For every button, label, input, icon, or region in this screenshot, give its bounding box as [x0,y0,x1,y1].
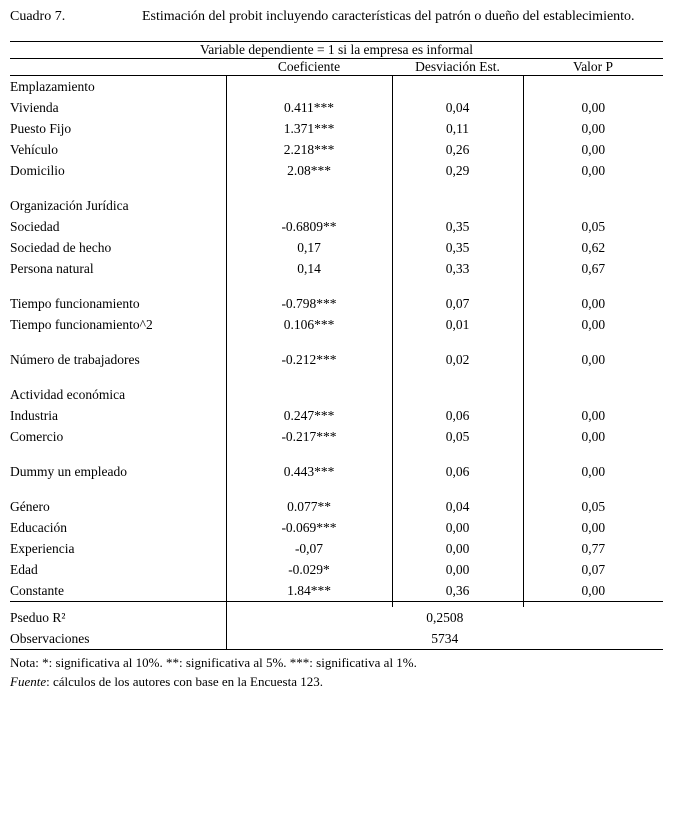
row-coefficient: -0,07 [226,538,392,559]
row-p-value: 0,00 [581,407,606,423]
row-coefficient [226,384,392,405]
row-p-value: 0,07 [581,561,606,577]
row-label: Educación [10,517,226,538]
row-p-value: 0,00 [581,295,606,311]
row-p-value: 0,77 [581,540,606,556]
row-std-error: 0,29 [392,160,523,181]
row-coefficient: 0.106*** [226,314,392,335]
table-stat-row [10,628,663,650]
spacer-cell [10,279,226,293]
row-p-value: 0,00 [581,162,606,178]
row-label: Organización Jurídica [10,195,226,216]
row-label: Dummy un empleado [10,461,226,482]
table-spacer-row [10,335,663,349]
row-p-value: 0,00 [581,141,606,157]
table-notes [10,654,663,692]
row-label: Constante [10,580,226,602]
table-row [10,75,663,97]
table-spacer-row [10,447,663,461]
table-row [10,237,663,258]
row-std-error [392,75,523,97]
spacer-cell [10,181,226,195]
row-label: Vehículo [10,139,226,160]
row-std-error: 0,00 [392,538,523,559]
spacer-cell [226,279,392,293]
table-spacer-row [10,279,663,293]
spacer-cell [392,279,523,293]
spacer-cell [226,447,392,461]
column-header-coeficiente: Coeficiente [226,58,392,75]
row-coefficient: -0.217*** [226,426,392,447]
spacer-cell [10,335,226,349]
stat-label: Observaciones [10,628,226,650]
probit-results-table [10,41,663,650]
table-row [10,580,663,602]
table-spacer-row [10,370,663,384]
row-p-value: 0,62 [581,239,606,255]
row-p-value: 0,00 [581,99,606,115]
row-label: Experiencia [10,538,226,559]
row-std-error: 0,36 [392,580,523,602]
row-coefficient: -0.029* [226,559,392,580]
table-row [10,517,663,538]
table-body [10,75,663,601]
table-column-header-row [10,58,663,75]
bottom-rule-cell [10,649,663,650]
row-std-error: 0,11 [392,118,523,139]
row-p-value: 0,00 [581,351,606,367]
table-spacer-row [10,181,663,195]
table-spacer-row [10,482,663,496]
row-label: Sociedad de hecho [10,237,226,258]
row-label: Vivienda [10,97,226,118]
spacer-cell [392,447,523,461]
row-coefficient: 1.84*** [226,580,392,602]
spacer-cell [392,370,523,384]
spacer-cell [226,335,392,349]
table-row [10,496,663,517]
row-std-error: 0,06 [392,405,523,426]
row-p-value [523,195,663,216]
spacer-cell [10,482,226,496]
table-row [10,426,663,447]
row-p-value [523,75,663,97]
table-row [10,97,663,118]
table-row [10,216,663,237]
spacer-cell [226,370,392,384]
row-label: Domicilio [10,160,226,181]
row-p-value: 0,00 [581,463,606,479]
table-row [10,405,663,426]
row-label: Género [10,496,226,517]
row-std-error: 0,00 [392,559,523,580]
row-std-error: 0,05 [392,426,523,447]
row-std-error [392,195,523,216]
row-coefficient: 1.371*** [226,118,392,139]
spacer-cell [392,335,523,349]
row-label: Tiempo funcionamiento [10,293,226,314]
row-label: Actividad económica [10,384,226,405]
spacer-cell [392,482,523,496]
table-row [10,118,663,139]
stat-label: Pseduo R² [10,607,226,628]
row-coefficient: 0.411*** [226,97,392,118]
row-std-error: 0,06 [392,461,523,482]
table-caption [10,8,663,27]
row-p-value: 0,00 [581,428,606,444]
row-std-error: 0,00 [392,517,523,538]
table-head [10,41,663,75]
table-row [10,559,663,580]
row-label: Industria [10,405,226,426]
row-std-error: 0,07 [392,293,523,314]
source-line [10,673,663,692]
row-label: Puesto Fijo [10,118,226,139]
row-coefficient: -0.212*** [226,349,392,370]
table-row [10,314,663,335]
row-coefficient: 0.443*** [226,461,392,482]
row-label: Emplazamiento [10,75,226,97]
spacer-cell [10,370,226,384]
table-foot [10,601,663,650]
spacer-cell [523,370,663,384]
caption-text: Estimación del probit incluyendo características del patrón o dueño del establecimiento. [142,9,635,24]
row-p-value: 0,05 [581,498,606,514]
row-std-error: 0,35 [392,237,523,258]
source-text: : cálculos de los autores con base en la Encuesta 123. [46,673,323,689]
row-p-value: 0,67 [581,260,606,276]
row-p-value [523,384,663,405]
row-coefficient: 0,17 [226,237,392,258]
row-label: Sociedad [10,216,226,237]
table-row [10,258,663,279]
row-coefficient: 0.077** [226,496,392,517]
row-std-error: 0,26 [392,139,523,160]
row-std-error: 0,04 [392,496,523,517]
row-label: Tiempo funcionamiento^2 [10,314,226,335]
source-label: Fuente [10,673,47,689]
note-label: Nota [10,654,36,670]
stat-value: 0,2508 [426,609,464,625]
caption-label: Cuadro 7. [10,9,66,24]
row-p-value: 0,00 [581,519,606,535]
row-label: Número de trabajadores [10,349,226,370]
spacer-cell [10,447,226,461]
row-coefficient: 0.247*** [226,405,392,426]
spacer-cell [226,181,392,195]
row-std-error [392,384,523,405]
spacer-cell [392,181,523,195]
table-row [10,160,663,181]
note-line [10,654,663,673]
row-label: Persona natural [10,258,226,279]
table-row [10,538,663,559]
row-coefficient: 0,14 [226,258,392,279]
table-row [10,293,663,314]
row-label: Comercio [10,426,226,447]
row-std-error: 0,01 [392,314,523,335]
stat-value: 5734 [431,630,459,646]
spacer-cell [226,482,392,496]
row-p-value: 0,00 [581,120,606,136]
column-header-valorp: Valor P [523,58,663,75]
row-coefficient: 2.08*** [226,160,392,181]
table-row [10,461,663,482]
row-label: Edad [10,559,226,580]
spacer-cell [523,447,663,461]
row-p-value: 0,05 [581,218,606,234]
table-bottom-rule [10,649,663,650]
table-row [10,349,663,370]
column-header-desviacion: Desviación Est. [392,58,523,75]
row-p-value: 0,00 [581,582,606,598]
row-std-error: 0,35 [392,216,523,237]
table-stat-row [10,607,663,628]
table-row [10,384,663,405]
row-p-value: 0,00 [581,316,606,332]
row-std-error: 0,04 [392,97,523,118]
span-header-cell: Variable dependiente = 1 si la empresa es informal [10,41,663,58]
table-row [10,139,663,160]
table-span-header-row [10,41,663,58]
row-std-error: 0,02 [392,349,523,370]
row-coefficient: -0.069*** [226,517,392,538]
row-coefficient: 2.218*** [226,139,392,160]
spacer-cell [523,279,663,293]
column-header-blank [10,58,226,75]
row-coefficient: -0.798*** [226,293,392,314]
row-coefficient [226,195,392,216]
spacer-cell [523,181,663,195]
spacer-cell [523,482,663,496]
row-std-error: 0,33 [392,258,523,279]
note-text: : *: significativa al 10%. **: significativa al 5%. ***: significativa al 1%. [35,654,417,670]
table-row [10,195,663,216]
row-coefficient [226,75,392,97]
row-coefficient: -0.6809** [226,216,392,237]
spacer-cell [523,335,663,349]
